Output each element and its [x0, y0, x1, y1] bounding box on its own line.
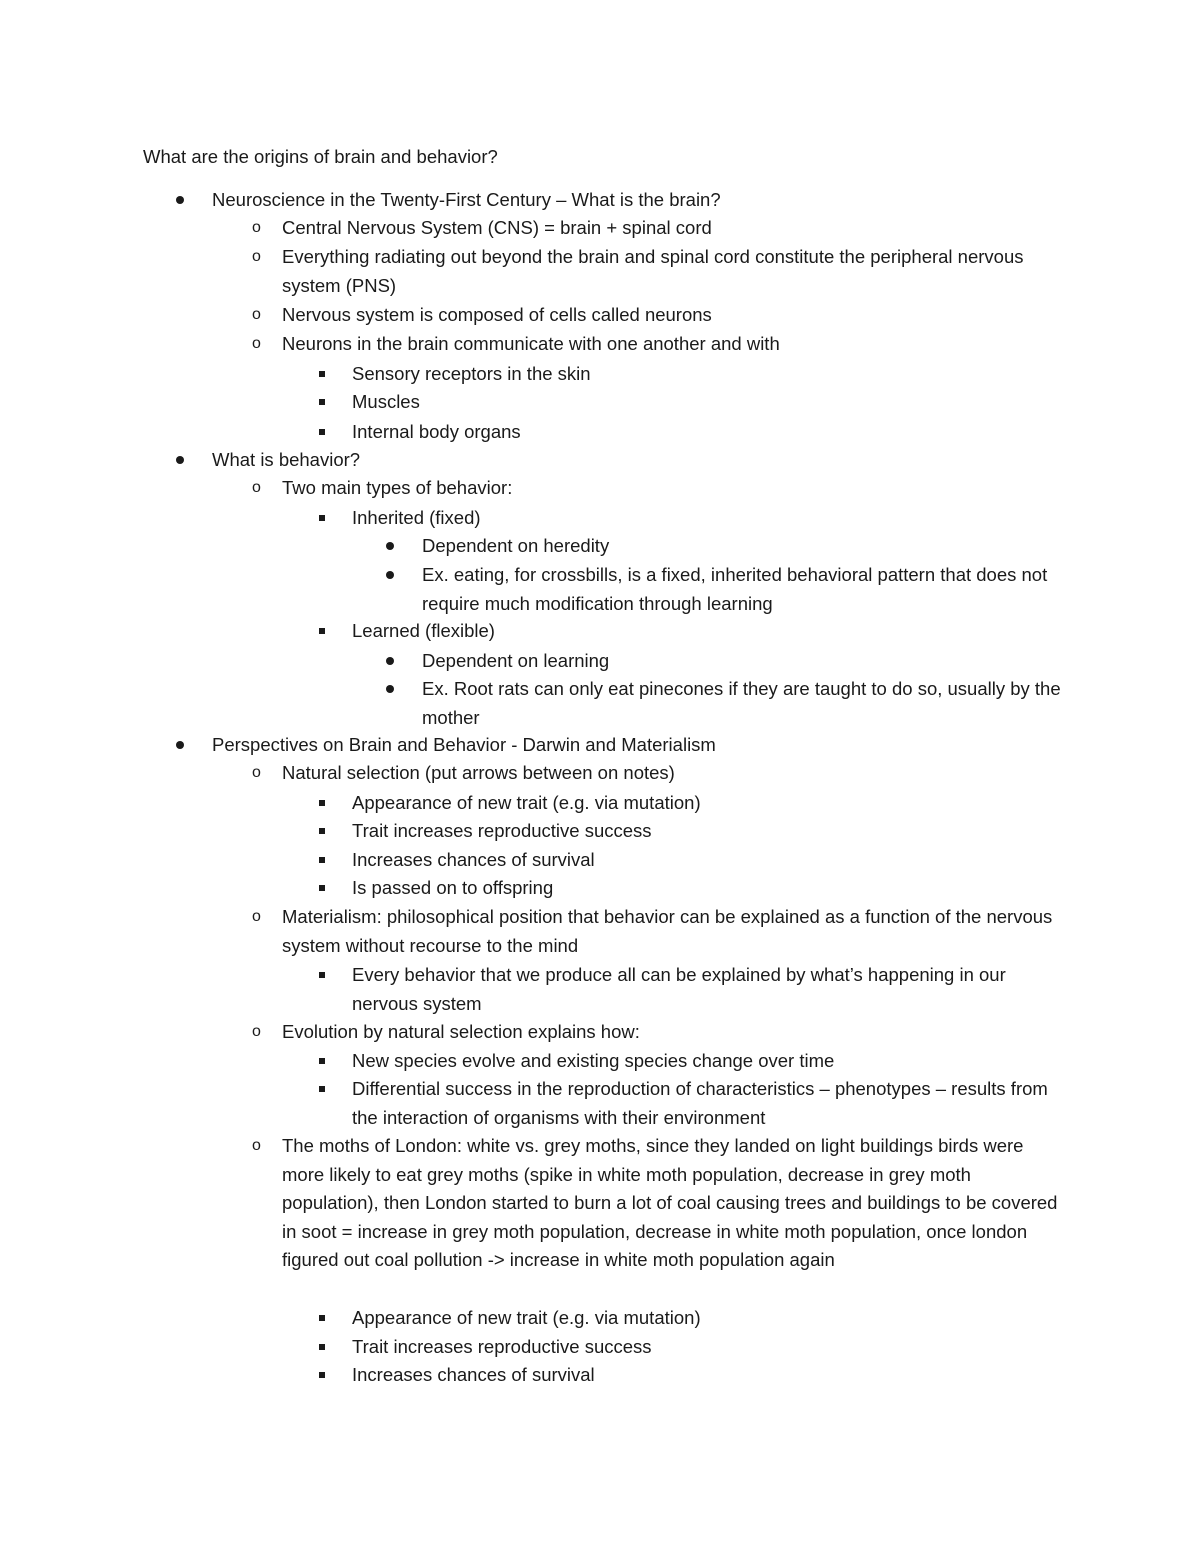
- list-item: [352, 388, 1062, 417]
- list-item: [352, 1304, 1062, 1333]
- list-item-text: Every behavior that we produce all can be explained by what’s happening in our nervous system: [352, 964, 1006, 1014]
- bullet-circle-icon: o: [252, 1023, 261, 1040]
- list-item: [352, 504, 1062, 533]
- list-item-text: Evolution by natural selection explains how:: [282, 1021, 640, 1042]
- bullet-circle-icon: o: [252, 479, 261, 496]
- bullet-circle-icon: o: [252, 306, 261, 323]
- list-item-text: Inherited (fixed): [352, 507, 481, 528]
- list-item: [252, 474, 1062, 503]
- list-item-text: Neurons in the brain communicate with one another and with: [282, 333, 780, 354]
- list-item: [252, 903, 1062, 960]
- bullet-square-icon: [319, 961, 325, 990]
- list-item-text: Neuroscience in the Twenty-First Century – What is the brain?: [212, 189, 721, 210]
- list-item-text: Trait increases reproductive success: [352, 1336, 652, 1357]
- list-item-text: Trait increases reproductive success: [352, 820, 652, 841]
- list-item: [352, 1047, 1062, 1076]
- list-item-text: Dependent on learning: [422, 650, 610, 671]
- bullet-circle-icon: o: [252, 335, 261, 352]
- list-item: [422, 532, 1072, 561]
- bullet-dot-icon: [386, 561, 394, 590]
- list-item: [352, 817, 1062, 846]
- list-item-text: Materialism: philosophical position that behavior can be explained as a function of the nervous system without recourse to the mind: [282, 906, 1053, 956]
- list-item: [352, 1361, 1062, 1390]
- list-item-text: New species evolve and existing species change over time: [352, 1050, 835, 1071]
- list-item-text: Sensory receptors in the skin: [352, 363, 591, 384]
- list-item: [212, 731, 1072, 760]
- list-item-text: The moths of London: white vs. grey moths, since they landed on light buildings birds were more likely to eat grey moths (spike in white moth population, decrease in grey moth population), then London started to burn a lot of coal causing trees and buildings to be covered in soot = increase in grey moth population, decrease in white moth population, once london figured out coal pollution -> increase in white moth population again: [282, 1135, 1058, 1271]
- list-item-text: Everything radiating out beyond the brain and spinal cord constitute the peripheral nervous system (PNS): [282, 246, 1024, 296]
- list-item-text: Appearance of new trait (e.g. via mutation): [352, 792, 701, 813]
- bullet-circle-icon: o: [252, 248, 261, 265]
- list-item: [352, 360, 1062, 389]
- bullet-dot-icon: [386, 675, 394, 704]
- list-item: [252, 330, 1062, 359]
- bullet-dot-icon: [386, 647, 394, 676]
- bullet-square-icon: [319, 360, 325, 389]
- bullet-square-icon: [319, 388, 325, 417]
- list-item-text: Nervous system is composed of cells called neurons: [282, 304, 712, 325]
- list-item: [352, 789, 1062, 818]
- list-item-text: Perspectives on Brain and Behavior - Darwin and Materialism: [212, 734, 716, 755]
- list-item-text: Ex. Root rats can only eat pinecones if they are taught to do so, usually by the mother: [422, 678, 1061, 728]
- bullet-square-icon: [319, 817, 325, 846]
- list-item-text: Two main types of behavior:: [282, 477, 513, 498]
- document-title: What are the origins of brain and behavior?: [143, 146, 498, 167]
- list-item: [212, 186, 1072, 215]
- list-item: [252, 214, 1062, 243]
- bullet-dot-icon: [176, 731, 184, 760]
- bullet-square-icon: [319, 1361, 325, 1390]
- bullet-circle-icon: o: [252, 1137, 261, 1154]
- bullet-dot-icon: [176, 446, 184, 475]
- list-item-text: Muscles: [352, 391, 420, 412]
- list-item-text: Increases chances of survival: [352, 849, 595, 870]
- list-item: [352, 617, 1062, 646]
- bullet-square-icon: [319, 1075, 325, 1104]
- list-item: [352, 1075, 1062, 1132]
- bullet-circle-icon: o: [252, 764, 261, 781]
- list-item: [352, 418, 1062, 447]
- list-item-text: Increases chances of survival: [352, 1364, 595, 1385]
- list-item: [352, 846, 1062, 875]
- bullet-dot-icon: [386, 532, 394, 561]
- bullet-square-icon: [319, 789, 325, 818]
- list-item: [422, 675, 1072, 732]
- list-item-text: Dependent on heredity: [422, 535, 610, 556]
- list-item-text: Central Nervous System (CNS) = brain + spinal cord: [282, 217, 712, 238]
- list-item-text: Learned (flexible): [352, 620, 495, 641]
- bullet-dot-icon: [176, 186, 184, 215]
- bullet-square-icon: [319, 1304, 325, 1333]
- list-item: [252, 1018, 1062, 1047]
- list-item-text: Differential success in the reproduction of characteristics – phenotypes – results from the interaction of organisms with their environment: [352, 1078, 1048, 1128]
- list-item: [352, 1333, 1062, 1362]
- bullet-square-icon: [319, 874, 325, 903]
- bullet-square-icon: [319, 418, 325, 447]
- list-item-text: Appearance of new trait (e.g. via mutation): [352, 1307, 701, 1328]
- bullet-square-icon: [319, 617, 325, 646]
- bullet-circle-icon: o: [252, 908, 261, 925]
- list-item: [252, 759, 1062, 788]
- list-item-text: Natural selection (put arrows between on notes): [282, 762, 675, 783]
- bullet-square-icon: [319, 504, 325, 533]
- bullet-square-icon: [319, 1047, 325, 1076]
- list-item: [422, 647, 1072, 676]
- list-item-text: Internal body organs: [352, 421, 521, 442]
- bullet-circle-icon: o: [252, 219, 261, 236]
- list-item: [352, 874, 1062, 903]
- list-item-text: What is behavior?: [212, 449, 361, 470]
- list-item: [252, 301, 1062, 330]
- bullet-square-icon: [319, 1333, 325, 1362]
- list-item-text: Ex. eating, for crossbills, is a fixed, inherited behavioral pattern that does not require much modification through learning: [422, 564, 1048, 614]
- list-item-text: Is passed on to offspring: [352, 877, 554, 898]
- bullet-square-icon: [319, 846, 325, 875]
- list-item: [252, 243, 1062, 300]
- list-item: [212, 446, 1072, 475]
- list-item: [352, 961, 1062, 1018]
- list-item: [252, 1132, 1062, 1275]
- list-item: [422, 561, 1072, 618]
